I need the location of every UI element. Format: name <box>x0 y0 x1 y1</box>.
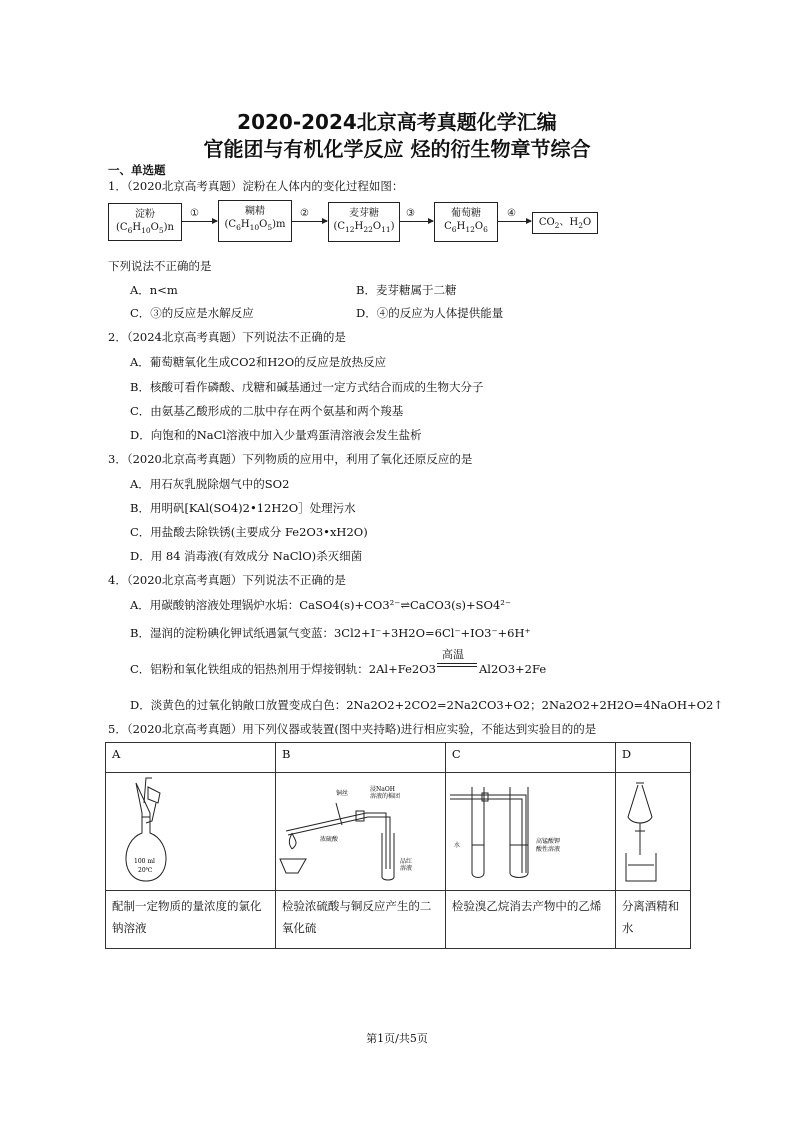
flow-arrow <box>291 221 327 222</box>
flow-box-formula: $(C_6H_{10}O_5)m$ <box>224 219 286 232</box>
flow-box-formula: $(C_{12}H_{22}O_{11})$ <box>333 221 395 234</box>
indicator-label: 溶液 <box>399 865 412 872</box>
flow-box-formula: $CO_2$、$H_2O$ <box>538 217 592 230</box>
header-cell-a: A <box>106 743 276 773</box>
q1-option-b: B．麦芽糖属于二糖 <box>356 283 457 297</box>
flow-box-label: 淀粉 <box>135 209 155 220</box>
header-cell-b: B <box>275 743 445 773</box>
flow-step-label: ④ <box>507 208 516 219</box>
page-subtitle: 官能团与有机化学反应 烃的衍生物章节综合 <box>203 137 591 161</box>
page-title: 2020-2024北京高考真题化学汇编 <box>237 110 557 134</box>
q2-option-d: D．向饱和的NaCl溶液中加入少量鸡蛋清溶液会发生盐析 <box>130 428 422 442</box>
figure-row <box>106 773 691 891</box>
cotton-label: 浸NaOH <box>369 786 395 793</box>
figure-cell-a <box>106 773 276 891</box>
flow-step-label: ① <box>190 208 199 219</box>
q4-option-d: D．淡黄色的过氧化钠敞口放置变成白色：2Na2O2+2CO2=2Na2CO3+O2；2Na2O2+2H2O=4NaOH+O2↑ <box>130 698 723 712</box>
experiment-table <box>105 742 691 949</box>
water-label: 水 <box>453 842 460 849</box>
equals-bar-bottom <box>437 666 477 667</box>
header-cell-c: C <box>445 743 615 773</box>
q3-option-c: C．用盐酸去除铁锈(主要成分 Fe2O3•xH2O) <box>130 525 368 539</box>
q2-option-a: A．葡萄糖氧化生成CO2和H2O的反应是放热反应 <box>130 355 387 369</box>
caption-cell-c: 检验溴乙烷消去产物中的乙烯 <box>445 891 615 949</box>
q2-option-b: B．核酸可看作磷酸、戊糖和碱基通过一定方式结合而成的生物大分子 <box>130 380 484 394</box>
q3-option-d: D．用 84 消毒液(有效成分 NaClO)杀灭细菌 <box>130 549 363 563</box>
flow-box-starch <box>108 203 182 241</box>
flow-box-label: 糊精 <box>245 206 265 217</box>
reaction-condition: 高温 <box>442 648 464 661</box>
copper-wire-label: 铜丝 <box>335 790 348 797</box>
caption-cell-d: 分离酒精和水 <box>615 891 690 949</box>
flow-box-label: 麦芽糖 <box>349 208 379 219</box>
flow-box-label: 葡萄糖 <box>451 208 481 219</box>
q5-stem: 5．（2020北京高考真题）用下列仪器或装置(图中夹持略)进行相应实验，不能达到实验目的的是 <box>108 722 597 736</box>
q1-stem: 1．（2020北京高考真题）淀粉在人体内的变化过程如图： <box>108 179 404 193</box>
flow-box-formula: $(C_6H_{10}O_5)n$ <box>116 222 174 235</box>
q1-option-a: A．n<m <box>130 283 178 297</box>
separatory-funnel-figure <box>616 773 688 887</box>
flow-step-label: ③ <box>406 208 415 219</box>
caption-cell-a: 配制一定物质的量浓度的氯化钠溶液 <box>106 891 276 949</box>
q4-option-b: B．湿润的淀粉碘化钾试纸遇氯气变蓝：3Cl2+I⁻+3H2O=6Cl⁻+IO3⁻+6H⁺ <box>130 626 531 640</box>
flow-box-formula: $C_6H_{12}O_6$ <box>444 221 488 234</box>
figure-cell-d <box>615 773 690 891</box>
caption-row <box>106 891 691 949</box>
section-heading: 一、单选题 <box>108 163 166 177</box>
cotton-label: 溶液的棉团 <box>369 793 400 800</box>
flow-arrow <box>399 221 433 222</box>
q2-option-c: C．由氨基乙酸形成的二肽中存在两个氨基和两个羧基 <box>130 404 404 418</box>
q2-stem: 2．（2024北京高考真题）下列说法不正确的是 <box>108 330 346 344</box>
flow-step-label: ② <box>300 208 309 219</box>
acid-label: 浓硫酸 <box>319 836 338 843</box>
figure-cell-c <box>445 773 615 891</box>
header-cell-d: D <box>615 743 690 773</box>
flow-arrow <box>181 221 217 222</box>
flow-box-glucose <box>434 202 498 242</box>
q1-option-d: D．④的反应为人体提供能量 <box>356 306 504 320</box>
q3-option-a: A．用石灰乳脱除烟气中的SO2 <box>130 477 290 491</box>
copper-acid-apparatus-figure <box>276 773 440 887</box>
q4-option-c-products: Al2O3+2Fe <box>479 662 547 676</box>
flow-box-dextrin <box>218 200 292 242</box>
caption-cell-b: 检验浓硫酸与铜反应产生的二氧化硫 <box>275 891 445 949</box>
flow-box-maltose <box>328 202 400 242</box>
flask-volume-label: 100 ml <box>134 858 155 865</box>
flow-arrow <box>497 221 531 222</box>
flask-temp-label: 20℃ <box>138 867 153 874</box>
volumetric-flask-figure <box>106 773 270 887</box>
q4-option-c: C．铝粉和氧化铁组成的铝热剂用于焊接钢轨：2Al+Fe2O3 <box>130 662 436 676</box>
q1-prompt: 下列说法不正确的是 <box>108 259 212 273</box>
q1-option-c: C．③的反应是水解反应 <box>130 306 254 320</box>
q4-stem: 4．（2020北京高考真题）下列说法不正确的是 <box>108 573 346 587</box>
page-footer: 第1页/共5页 <box>366 1032 428 1045</box>
elimination-test-figure <box>446 773 610 887</box>
permanganate-label: 酸性溶液 <box>535 846 560 853</box>
q3-option-b: B．用明矾[KAl(SO4)2•12H2O］处理污水 <box>130 501 356 515</box>
table-header-row <box>106 743 691 773</box>
permanganate-label: 高锰酸钾 <box>535 838 560 845</box>
figure-cell-b <box>275 773 445 891</box>
q3-stem: 3．（2020北京高考真题）下列物质的应用中，利用了氧化还原反应的是 <box>108 452 473 466</box>
q4-option-a: A．用碳酸钠溶液处理锅炉水垢：CaSO4(s)+CO3²⁻⇌CaCO3(s)+SO4²⁻ <box>130 598 511 612</box>
indicator-label: 品红 <box>399 858 412 865</box>
flow-box-products <box>532 212 598 234</box>
equals-bar-top <box>437 663 477 664</box>
